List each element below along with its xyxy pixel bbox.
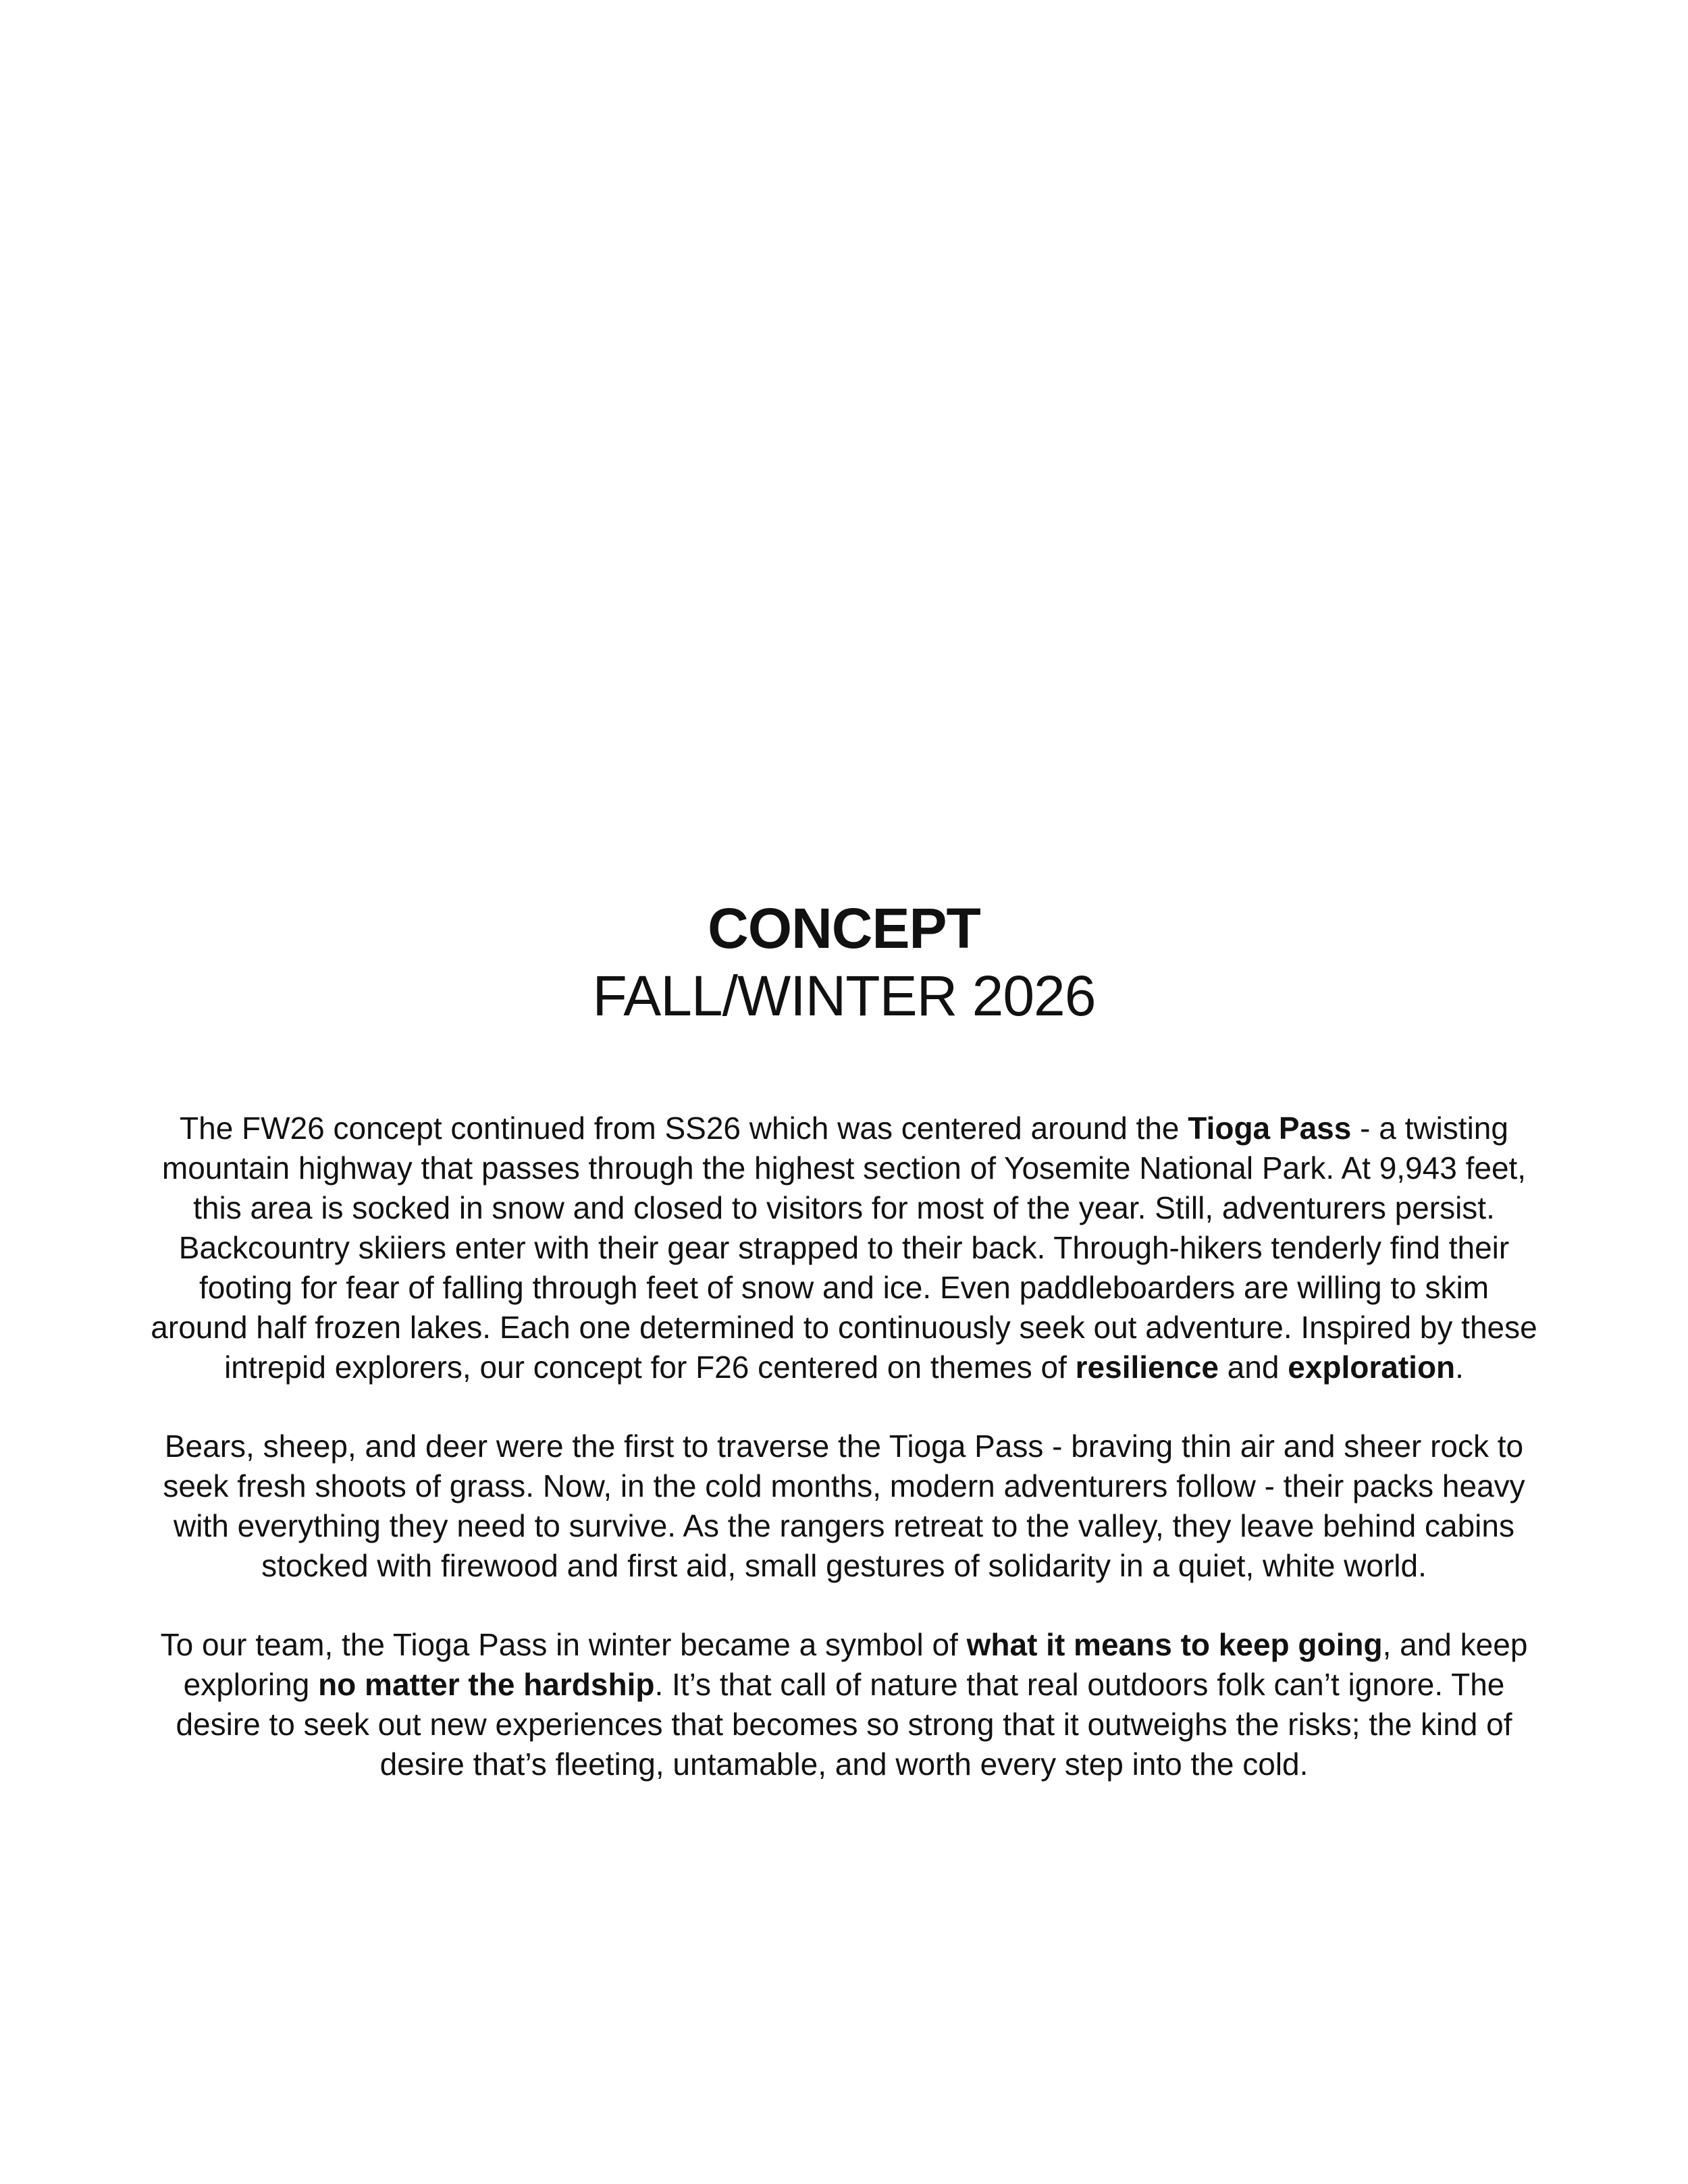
- page-title: CONCEPT: [708, 897, 980, 960]
- body-text: [149, 1109, 1539, 1823]
- emphasis-keep-going: what it means to keep going: [966, 1627, 1383, 1662]
- paragraph-2: [149, 1427, 1539, 1586]
- paragraph-3-text-3: . It’s that call of nature that real outdoors folk can’t ignore. The desire to seek out new experiences that becomes so strong that it outweighs the risks; the kind of desire that’s fleeting, untamable, and worth every step into the cold.: [176, 1667, 1512, 1782]
- paragraph-1-text-3: and: [1218, 1350, 1288, 1385]
- page-subtitle: FALL/WINTER 2026: [592, 964, 1096, 1028]
- emphasis-tioga-pass: Tioga Pass: [1188, 1111, 1352, 1146]
- paragraph-3-text-2: , and keep exploring: [183, 1627, 1528, 1702]
- emphasis-exploration: exploration: [1288, 1350, 1456, 1385]
- paragraph-2-text: Bears, sheep, and deer were the first to traverse the Tioga Pass - braving thin air and sheer rock to seek fresh shoots of grass. Now, in the cold months, modern adventurers follow - their packs heavy with everything they need to survive. As the rangers retreat to the valley, they leave behind cabins stocked with firewood and first aid, small gestures of solidarity in a quiet, white world.: [163, 1429, 1525, 1583]
- paragraph-1-text-1: The FW26 concept continued from SS26 which was centered around the: [180, 1111, 1188, 1146]
- heading-block: [0, 895, 1688, 1030]
- paragraph-1-text-2: - a twisting mountain highway that passes through the highest section of Yosemite National Park. At 9,943 feet, this area is socked in snow and closed to visitors for most of the year. Still, adventurers persist. Backcountry skiiers enter with their gear strapped to their back. Through-hikers tenderly find their footing for fear of falling through feet of snow and ice. Even paddleboarders are willing to skim around half frozen lakes. Each one determined to continuously seek out adventure. Inspired by these intrepid explorers, our concept for F26 centered on themes of: [151, 1111, 1537, 1385]
- paragraph-1: [149, 1109, 1539, 1387]
- paragraph-1-text-4: .: [1455, 1350, 1464, 1385]
- paragraph-3-text-1: To our team, the Tioga Pass in winter became a symbol of: [160, 1627, 967, 1662]
- emphasis-resilience: resilience: [1075, 1350, 1219, 1385]
- paragraph-3: [149, 1625, 1539, 1784]
- emphasis-hardship: no matter the hardship: [318, 1667, 655, 1702]
